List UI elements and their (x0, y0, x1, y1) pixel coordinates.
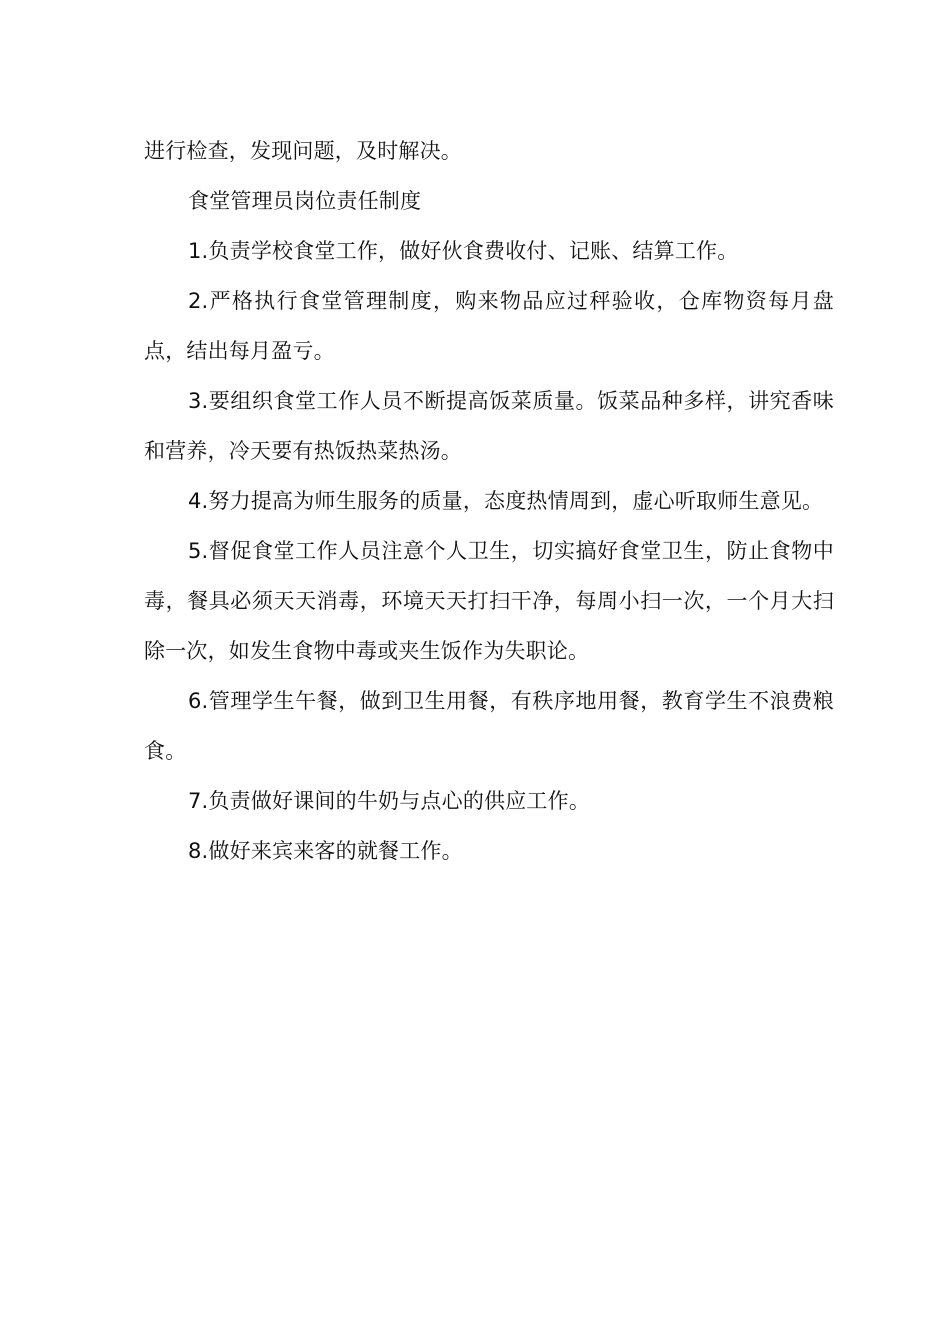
rule-item-4: 4.努力提高为师生服务的质量，态度热情周到，虚心听取师生意见。 (188, 489, 824, 513)
document-body (144, 126, 834, 876)
rule-item-8: 8.做好来宾来客的就餐工作。 (188, 839, 463, 863)
section-title: 食堂管理员岗位责任制度 (188, 189, 422, 213)
rule-item-3: 3.要组织食堂工作人员不断提高饭菜质量。饭菜品种多样，讲究香味和营养，冷天要有热饭热菜热汤。 (144, 389, 834, 463)
rule-item-2: 2.严格执行食堂管理制度，购来物品应过秤验收，仓库物资每月盘点，结出每月盈亏。 (144, 289, 834, 363)
rule-item-6: 6.管理学生午餐，做到卫生用餐，有秩序地用餐，教育学生不浪费粮食。 (144, 689, 834, 763)
rule-item-5: 5.督促食堂工作人员注意个人卫生，切实搞好食堂卫生，防止食物中毒，餐具必须天天消毒，环境天天打扫干净，每周小扫一次，一个月大扫除一次，如发生食物中毒或夹生饭作为失职论。 (144, 539, 834, 663)
rule-item-1: 1.负责学校食堂工作，做好伙食费收付、记账、结算工作。 (188, 239, 739, 263)
continuation-paragraph: 进行检查，发现问题，及时解决。 (144, 139, 462, 163)
rule-item-7: 7.负责做好课间的牛奶与点心的供应工作。 (188, 789, 591, 813)
